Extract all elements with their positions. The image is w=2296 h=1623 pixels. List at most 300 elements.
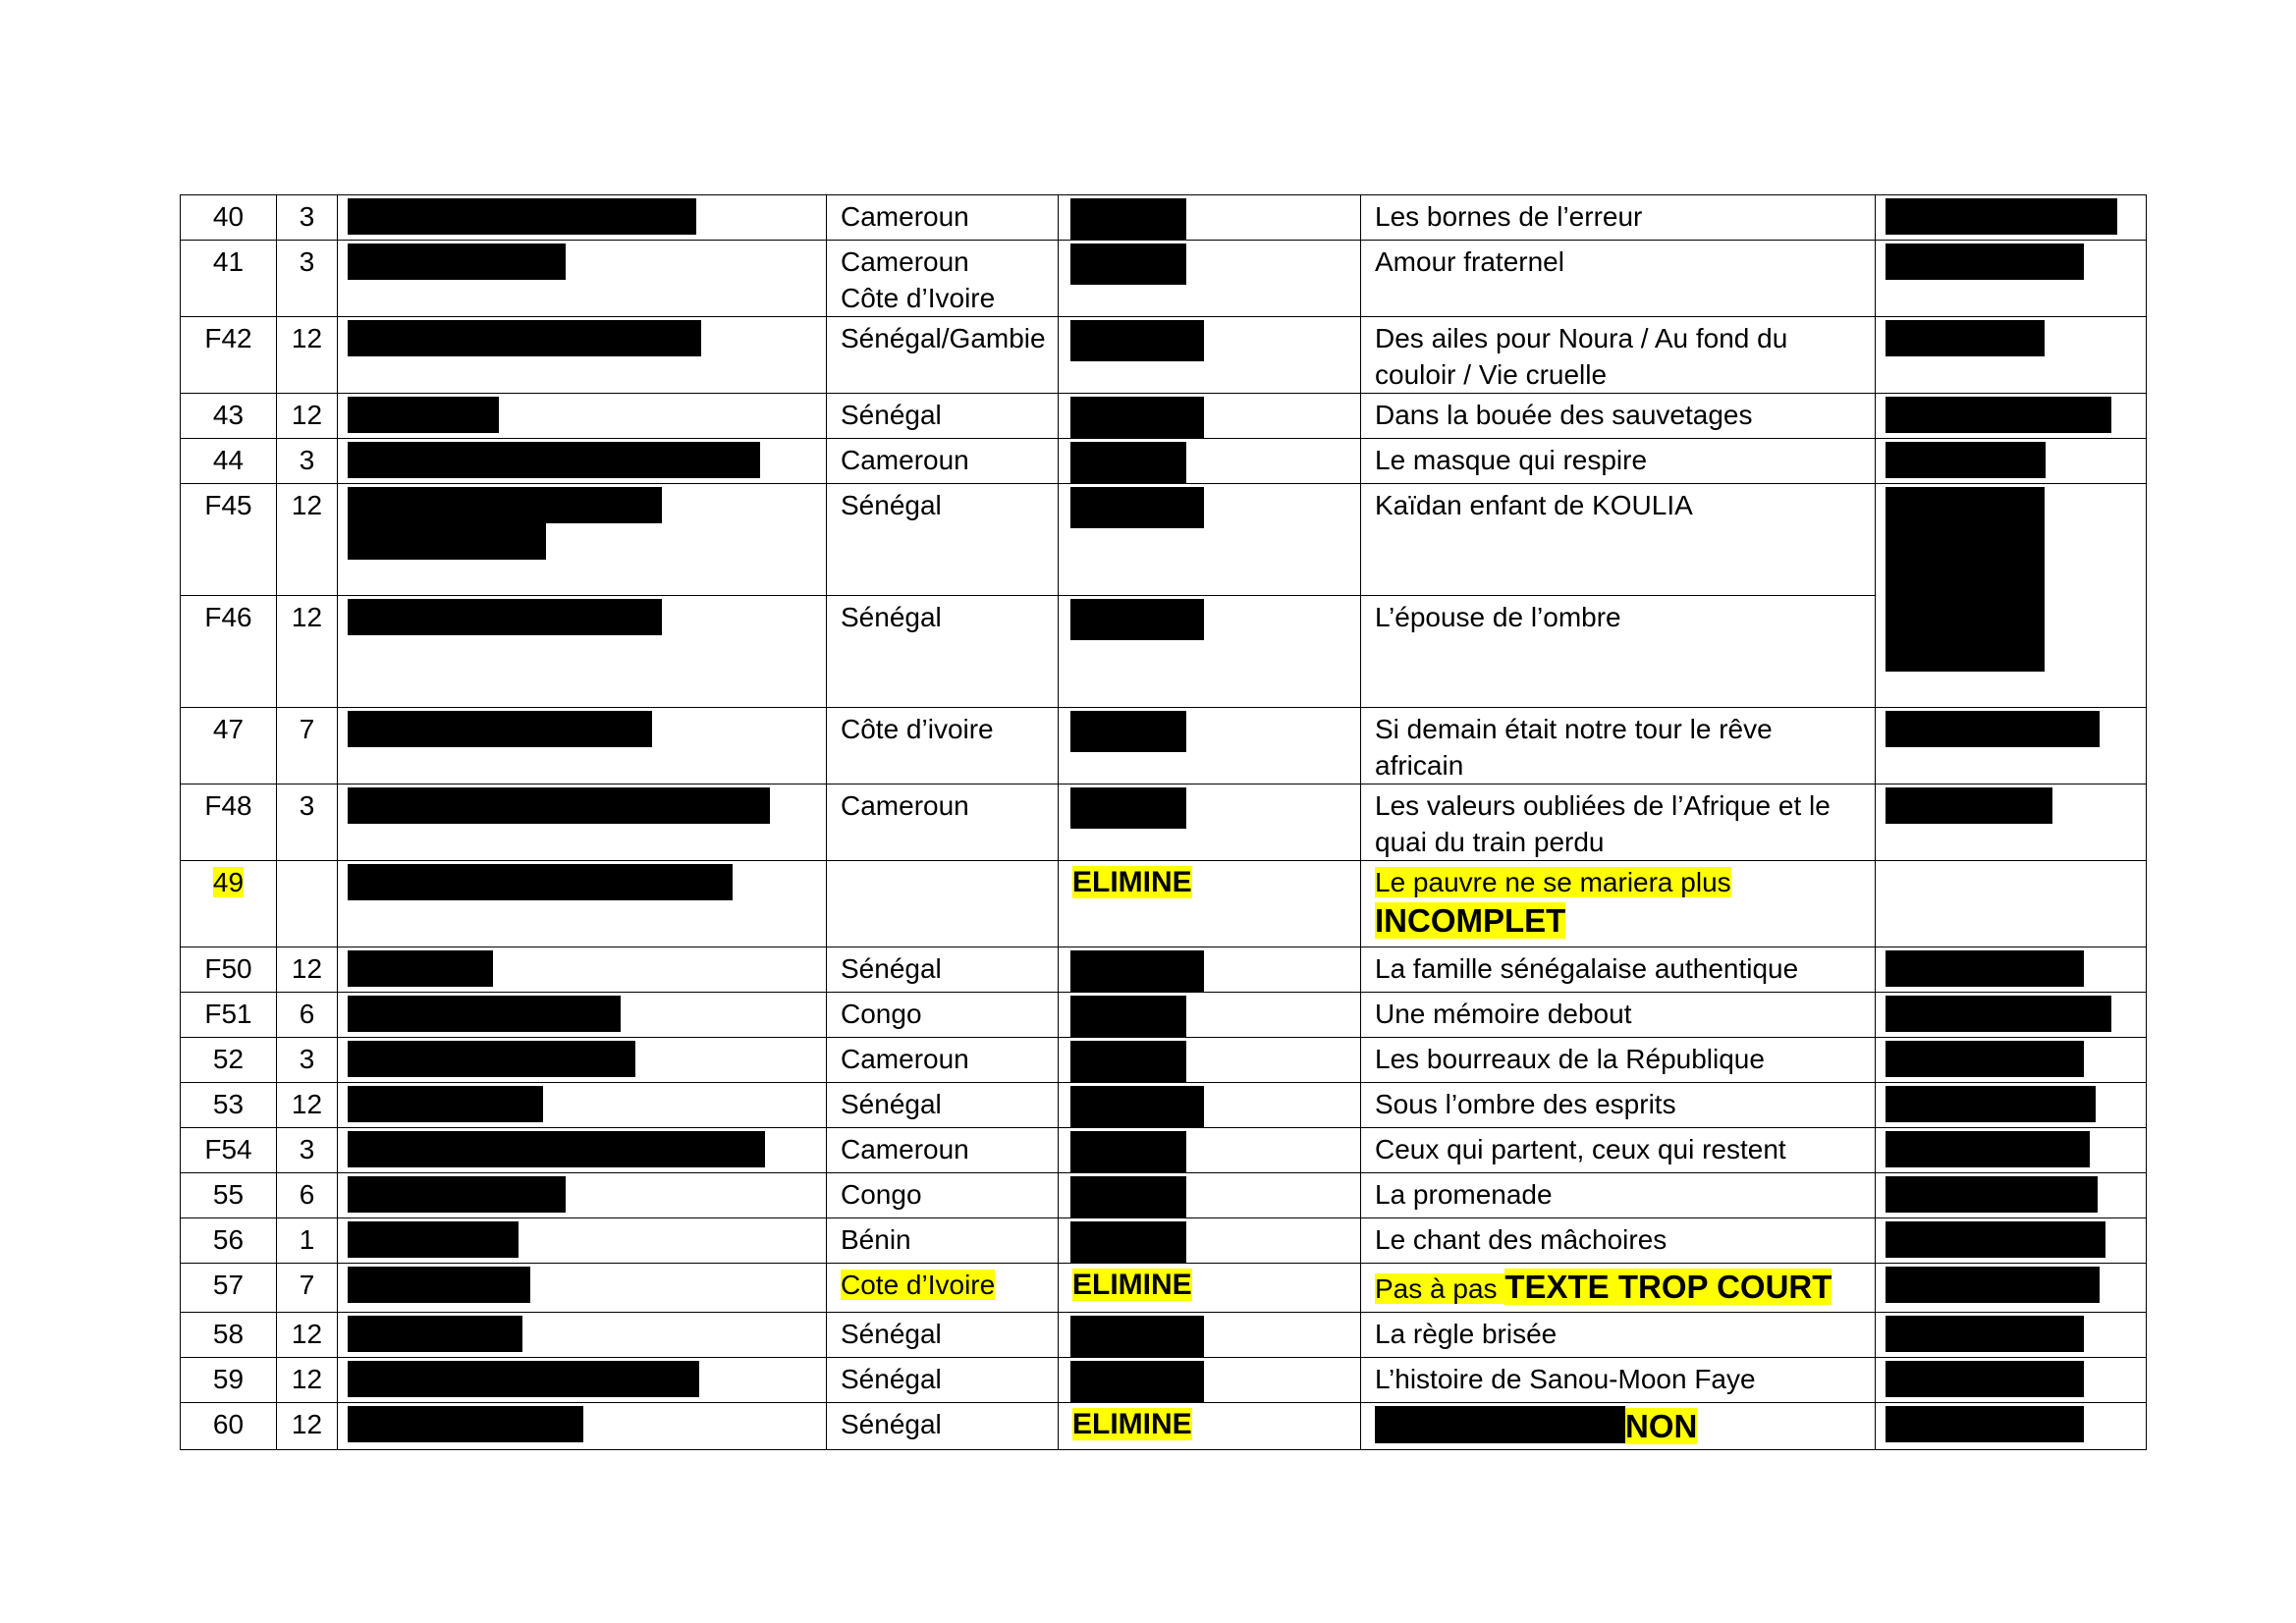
title-cell bbox=[1361, 1313, 1876, 1358]
redaction-bar bbox=[348, 711, 652, 747]
title-cell bbox=[1361, 1358, 1876, 1403]
entry-number-cell bbox=[181, 195, 277, 241]
status-cell bbox=[1059, 1358, 1361, 1403]
redaction-bar bbox=[348, 787, 770, 824]
table-row bbox=[181, 1083, 2147, 1128]
entry-number-cell bbox=[181, 1128, 277, 1173]
entry-number: 40 bbox=[212, 201, 245, 232]
redaction-bar bbox=[348, 996, 621, 1032]
entry-number-cell bbox=[181, 947, 277, 993]
country-cell bbox=[827, 596, 1059, 708]
redaction-bar bbox=[348, 1406, 583, 1442]
country-name: Cameroun bbox=[841, 1044, 969, 1074]
country-cell bbox=[827, 1358, 1059, 1403]
redaction-bar bbox=[1886, 996, 2111, 1032]
entry-number-cell bbox=[181, 784, 277, 861]
title-cell bbox=[1361, 947, 1876, 993]
country-name: Sénégal/Gambie bbox=[841, 323, 1046, 353]
reference-cell bbox=[1876, 1403, 2147, 1450]
category-value: 12 bbox=[291, 602, 323, 632]
category-value: 6 bbox=[299, 1179, 315, 1210]
redaction-bar bbox=[1070, 950, 1204, 992]
entry-number-cell bbox=[181, 1218, 277, 1264]
category-value: 3 bbox=[299, 445, 315, 475]
redaction-bar bbox=[1070, 1316, 1204, 1357]
entry-number-cell bbox=[181, 317, 277, 394]
reference-cell bbox=[1876, 993, 2147, 1038]
work-title: Les bornes de l’erreur bbox=[1375, 201, 1643, 232]
table-row bbox=[181, 1403, 2147, 1450]
redaction-bar bbox=[1886, 1086, 2096, 1122]
category-value: 3 bbox=[299, 790, 315, 821]
redaction-bar bbox=[1070, 243, 1186, 285]
title-cell bbox=[1361, 439, 1876, 484]
category-cell bbox=[277, 708, 338, 784]
entry-number: 52 bbox=[212, 1044, 245, 1074]
redaction-bar bbox=[1886, 1176, 2098, 1213]
country-name: Sénégal bbox=[841, 953, 942, 984]
work-title: Si demain était notre tour le rêve bbox=[1375, 714, 1773, 744]
category-cell bbox=[277, 861, 338, 947]
table-row bbox=[181, 439, 2147, 484]
work-title: couloir / Vie cruelle bbox=[1375, 359, 1608, 390]
author-name-cell bbox=[338, 1218, 827, 1264]
category-cell bbox=[277, 1038, 338, 1083]
category-cell bbox=[277, 1173, 338, 1218]
category-cell bbox=[277, 1358, 338, 1403]
entry-number: 58 bbox=[212, 1319, 245, 1349]
work-title: Le masque qui respire bbox=[1375, 445, 1648, 475]
entry-number: 47 bbox=[212, 714, 245, 744]
category-cell bbox=[277, 317, 338, 394]
reference-cell bbox=[1876, 1038, 2147, 1083]
work-title: Pas à pas bbox=[1375, 1273, 1498, 1304]
status-cell bbox=[1059, 1038, 1361, 1083]
category-value: 7 bbox=[299, 714, 315, 744]
redaction-bar bbox=[348, 442, 760, 478]
redaction-bar bbox=[1070, 1131, 1186, 1172]
work-title: quai du train perdu bbox=[1375, 827, 1605, 857]
category-cell bbox=[277, 241, 338, 317]
country-name: Cameroun bbox=[841, 201, 969, 232]
status-cell bbox=[1059, 439, 1361, 484]
author-name-cell bbox=[338, 394, 827, 439]
author-name-cell bbox=[338, 195, 827, 241]
redaction-bar bbox=[348, 950, 493, 987]
author-name-cell bbox=[338, 484, 827, 596]
work-title: La promenade bbox=[1375, 1179, 1553, 1210]
status-cell bbox=[1059, 1128, 1361, 1173]
status-cell bbox=[1059, 317, 1361, 394]
reference-cell bbox=[1876, 1128, 2147, 1173]
work-title-line bbox=[1375, 864, 1861, 900]
status-badge: ELIMINE bbox=[1072, 1408, 1192, 1440]
category-value: 3 bbox=[299, 1134, 315, 1164]
redaction-bar bbox=[348, 523, 546, 560]
remark-label: INCOMPLET bbox=[1375, 902, 1566, 939]
status-cell bbox=[1059, 784, 1361, 861]
entry-number: 56 bbox=[212, 1224, 245, 1255]
status-cell bbox=[1059, 993, 1361, 1038]
redaction-bar bbox=[1070, 1176, 1186, 1217]
title-cell bbox=[1361, 317, 1876, 394]
table-row bbox=[181, 195, 2147, 241]
redaction-bar bbox=[348, 397, 499, 433]
category-value: 3 bbox=[299, 1044, 315, 1074]
redaction-bar bbox=[1070, 442, 1186, 483]
redaction-bar bbox=[1070, 1086, 1204, 1127]
status-cell bbox=[1059, 195, 1361, 241]
entry-number-cell bbox=[181, 1173, 277, 1218]
country-name: Sénégal bbox=[841, 602, 942, 632]
title-cell bbox=[1361, 1264, 1876, 1313]
redaction-bar bbox=[1886, 1131, 2090, 1167]
table-row bbox=[181, 484, 2147, 596]
redaction-bar bbox=[1070, 1361, 1204, 1402]
entry-number-cell bbox=[181, 394, 277, 439]
title-cell bbox=[1361, 241, 1876, 317]
title-cell bbox=[1361, 861, 1876, 947]
country-name: Cameroun bbox=[841, 246, 969, 277]
status-cell bbox=[1059, 1403, 1361, 1450]
entry-number-cell bbox=[181, 861, 277, 947]
work-title: Amour fraternel bbox=[1375, 246, 1564, 277]
country-cell bbox=[827, 708, 1059, 784]
reference-cell bbox=[1876, 1218, 2147, 1264]
table-row bbox=[181, 784, 2147, 861]
redaction-bar bbox=[1886, 787, 2052, 824]
work-title: L’histoire de Sanou-Moon Faye bbox=[1375, 1364, 1756, 1394]
country-name: Cote d’Ivoire bbox=[841, 1270, 996, 1300]
table-row bbox=[181, 861, 2147, 947]
work-title: Kaïdan enfant de KOULIA bbox=[1375, 490, 1693, 520]
table-body bbox=[181, 195, 2147, 1450]
redaction-bar bbox=[1070, 711, 1186, 752]
author-name-cell bbox=[338, 439, 827, 484]
reference-cell bbox=[1876, 1173, 2147, 1218]
country-name: Cameroun bbox=[841, 1134, 969, 1164]
reference-cell bbox=[1876, 195, 2147, 241]
country-name: Cameroun bbox=[841, 445, 969, 475]
redaction-bar bbox=[1886, 950, 2084, 987]
country-name: Sénégal bbox=[841, 1364, 942, 1394]
table-row bbox=[181, 947, 2147, 993]
redaction-bar bbox=[1886, 1267, 2100, 1303]
remark-line bbox=[1375, 900, 1861, 942]
reference-cell bbox=[1876, 947, 2147, 993]
status-cell bbox=[1059, 1083, 1361, 1128]
entry-number: F42 bbox=[204, 323, 252, 353]
author-name-cell bbox=[338, 947, 827, 993]
redaction-bar bbox=[348, 243, 566, 280]
reference-cell bbox=[1876, 708, 2147, 784]
category-cell bbox=[277, 1403, 338, 1450]
redaction-bar bbox=[348, 1086, 543, 1122]
entry-number: 57 bbox=[212, 1270, 245, 1300]
table-row bbox=[181, 1264, 2147, 1313]
category-cell bbox=[277, 596, 338, 708]
status-cell bbox=[1059, 1218, 1361, 1264]
reference-cell bbox=[1876, 861, 2147, 947]
title-cell bbox=[1361, 1173, 1876, 1218]
category-value: 7 bbox=[299, 1270, 315, 1300]
work-title: La règle brisée bbox=[1375, 1319, 1558, 1349]
redaction-bar bbox=[348, 1131, 765, 1167]
country-cell bbox=[827, 241, 1059, 317]
category-cell bbox=[277, 484, 338, 596]
work-title: L’épouse de l’ombre bbox=[1375, 602, 1621, 632]
author-name-cell bbox=[338, 317, 827, 394]
redaction-bar bbox=[1070, 996, 1186, 1037]
reference-cell bbox=[1876, 784, 2147, 861]
status-cell bbox=[1059, 1173, 1361, 1218]
entry-number: 60 bbox=[212, 1409, 245, 1439]
country-cell bbox=[827, 784, 1059, 861]
work-title: Les bourreaux de la République bbox=[1375, 1044, 1765, 1074]
reference-cell bbox=[1876, 317, 2147, 394]
status-badge: ELIMINE bbox=[1072, 866, 1192, 898]
title-cell bbox=[1361, 1083, 1876, 1128]
table-row bbox=[181, 1173, 2147, 1218]
author-name-cell bbox=[338, 1173, 827, 1218]
reference-cell bbox=[1876, 439, 2147, 484]
redaction-bar bbox=[1886, 198, 2117, 235]
status-cell bbox=[1059, 708, 1361, 784]
title-cell bbox=[1361, 195, 1876, 241]
table-row bbox=[181, 1038, 2147, 1083]
entry-number-cell bbox=[181, 708, 277, 784]
country-name: Sénégal bbox=[841, 400, 942, 430]
entry-number: F46 bbox=[204, 602, 252, 632]
work-title: Des ailes pour Noura / Au fond du bbox=[1375, 323, 1788, 353]
entry-number-cell bbox=[181, 1083, 277, 1128]
work-title: africain bbox=[1375, 750, 1464, 781]
redaction-bar bbox=[348, 1361, 699, 1397]
document-table bbox=[180, 194, 2147, 1450]
country-name: Côte d’Ivoire bbox=[841, 283, 996, 313]
work-title: Ceux qui partent, ceux qui restent bbox=[1375, 1134, 1786, 1164]
country-cell bbox=[827, 1038, 1059, 1083]
category-cell bbox=[277, 1083, 338, 1128]
redaction-bar bbox=[1070, 320, 1204, 361]
country-name: Sénégal bbox=[841, 490, 942, 520]
entry-number: F45 bbox=[204, 490, 252, 520]
country-cell bbox=[827, 1403, 1059, 1450]
author-name-cell bbox=[338, 1313, 827, 1358]
table-row bbox=[181, 241, 2147, 317]
country-name: Congo bbox=[841, 999, 922, 1029]
redaction-bar bbox=[1886, 320, 2045, 356]
work-title: La famille sénégalaise authentique bbox=[1375, 953, 1799, 984]
redaction-bar bbox=[348, 1267, 530, 1303]
redaction-bar bbox=[1886, 1361, 2084, 1397]
category-value: 12 bbox=[291, 1409, 323, 1439]
redaction-bar bbox=[348, 1041, 635, 1077]
author-name-cell bbox=[338, 241, 827, 317]
category-value: 12 bbox=[291, 323, 323, 353]
entry-number: 49 bbox=[212, 867, 245, 897]
table-row bbox=[181, 1218, 2147, 1264]
redaction-bar bbox=[1886, 397, 2111, 433]
category-value: 6 bbox=[299, 999, 315, 1029]
country-cell bbox=[827, 947, 1059, 993]
title-cell bbox=[1361, 708, 1876, 784]
redaction-bar bbox=[348, 864, 733, 900]
country-cell bbox=[827, 1128, 1059, 1173]
entry-number-cell bbox=[181, 1403, 277, 1450]
category-value: 3 bbox=[299, 246, 315, 277]
entry-number-cell bbox=[181, 439, 277, 484]
status-cell bbox=[1059, 596, 1361, 708]
remark-label: NON bbox=[1625, 1408, 1698, 1444]
redaction-bar bbox=[1070, 198, 1186, 240]
table-row bbox=[181, 993, 2147, 1038]
country-cell bbox=[827, 317, 1059, 394]
remark-label: TEXTE TROP COURT bbox=[1504, 1269, 1832, 1305]
entry-number: 55 bbox=[212, 1179, 245, 1210]
author-name-cell bbox=[338, 784, 827, 861]
redaction-bar bbox=[348, 487, 662, 523]
category-value: 12 bbox=[291, 1364, 323, 1394]
work-title: Dans la bouée des sauvetages bbox=[1375, 400, 1753, 430]
entry-number-cell bbox=[181, 993, 277, 1038]
status-cell bbox=[1059, 1264, 1361, 1313]
redaction-bar bbox=[348, 198, 696, 235]
redaction-bar bbox=[348, 1176, 566, 1213]
category-value: 12 bbox=[291, 1089, 323, 1119]
entry-number: F48 bbox=[204, 790, 252, 821]
country-cell bbox=[827, 1218, 1059, 1264]
country-name: Sénégal bbox=[841, 1089, 942, 1119]
status-cell bbox=[1059, 861, 1361, 947]
country-name: Sénégal bbox=[841, 1409, 942, 1439]
country-cell bbox=[827, 1313, 1059, 1358]
status-cell bbox=[1059, 484, 1361, 596]
title-cell bbox=[1361, 993, 1876, 1038]
redaction-bar bbox=[1886, 442, 2046, 478]
work-title: Une mémoire debout bbox=[1375, 999, 1632, 1029]
category-cell bbox=[277, 439, 338, 484]
entry-number-cell bbox=[181, 1038, 277, 1083]
author-name-cell bbox=[338, 1083, 827, 1128]
reference-cell bbox=[1876, 1083, 2147, 1128]
table-row bbox=[181, 1358, 2147, 1403]
category-cell bbox=[277, 1218, 338, 1264]
title-cell bbox=[1361, 394, 1876, 439]
entry-number: 44 bbox=[212, 445, 245, 475]
entry-number-cell bbox=[181, 1264, 277, 1313]
title-cell bbox=[1361, 1218, 1876, 1264]
reference-cell bbox=[1876, 1313, 2147, 1358]
title-cell bbox=[1361, 784, 1876, 861]
country-cell bbox=[827, 484, 1059, 596]
redaction-bar bbox=[348, 599, 662, 635]
reference-cell bbox=[1876, 484, 2147, 708]
redaction-bar bbox=[1886, 487, 2045, 672]
redaction-bar bbox=[348, 320, 701, 356]
reference-cell bbox=[1876, 1358, 2147, 1403]
entry-number: 43 bbox=[212, 400, 245, 430]
redaction-bar bbox=[1070, 787, 1186, 829]
entry-number-cell bbox=[181, 1358, 277, 1403]
work-title: Le chant des mâchoires bbox=[1375, 1224, 1667, 1255]
status-cell bbox=[1059, 241, 1361, 317]
entry-number-cell bbox=[181, 596, 277, 708]
status-cell bbox=[1059, 1313, 1361, 1358]
reference-cell bbox=[1876, 1264, 2147, 1313]
entry-number-cell bbox=[181, 484, 277, 596]
table-row bbox=[181, 317, 2147, 394]
country-name: Congo bbox=[841, 1179, 922, 1210]
author-name-cell bbox=[338, 1358, 827, 1403]
reference-cell bbox=[1876, 394, 2147, 439]
title-cell bbox=[1361, 1403, 1876, 1450]
author-name-cell bbox=[338, 1403, 827, 1450]
status-cell bbox=[1059, 394, 1361, 439]
country-cell bbox=[827, 394, 1059, 439]
category-cell bbox=[277, 394, 338, 439]
entry-number: 59 bbox=[212, 1364, 245, 1394]
redaction-bar bbox=[1886, 711, 2100, 747]
redaction-bar bbox=[1886, 1406, 2084, 1442]
table-row bbox=[181, 1128, 2147, 1173]
entry-number: 53 bbox=[212, 1089, 245, 1119]
work-title: Les valeurs oubliées de l’Afrique et le bbox=[1375, 790, 1831, 821]
country-name: Bénin bbox=[841, 1224, 911, 1255]
redaction-bar bbox=[1886, 1221, 2105, 1258]
category-value: 12 bbox=[291, 953, 323, 984]
redaction-bar bbox=[1375, 1406, 1625, 1443]
table-row bbox=[181, 1313, 2147, 1358]
redaction-bar bbox=[1886, 1041, 2084, 1077]
redaction-bar bbox=[348, 1221, 519, 1258]
entry-number: 41 bbox=[212, 246, 245, 277]
author-name-cell bbox=[338, 1038, 827, 1083]
title-cell bbox=[1361, 1038, 1876, 1083]
entry-number-cell bbox=[181, 1313, 277, 1358]
title-cell bbox=[1361, 596, 1876, 708]
table-row bbox=[181, 394, 2147, 439]
author-name-cell bbox=[338, 708, 827, 784]
country-cell bbox=[827, 439, 1059, 484]
work-title: Le pauvre ne se mariera plus bbox=[1375, 867, 1731, 897]
country-name: Côte d’ivoire bbox=[841, 714, 994, 744]
author-name-cell bbox=[338, 993, 827, 1038]
entry-number: F50 bbox=[204, 953, 252, 984]
category-value: 1 bbox=[299, 1224, 315, 1255]
table-row bbox=[181, 596, 2147, 708]
entry-number: F51 bbox=[204, 999, 252, 1029]
redaction-bar bbox=[1886, 243, 2084, 280]
redaction-bar bbox=[1070, 1041, 1186, 1082]
work-title: Sous l’ombre des esprits bbox=[1375, 1089, 1676, 1119]
category-value: 12 bbox=[291, 400, 323, 430]
category-value: 3 bbox=[299, 201, 315, 232]
category-cell bbox=[277, 1313, 338, 1358]
author-name-cell bbox=[338, 596, 827, 708]
status-badge: ELIMINE bbox=[1072, 1269, 1192, 1301]
redaction-bar bbox=[1070, 397, 1204, 438]
country-cell bbox=[827, 861, 1059, 947]
category-cell bbox=[277, 993, 338, 1038]
redaction-bar bbox=[348, 1316, 522, 1352]
entry-number: F54 bbox=[204, 1134, 252, 1164]
category-cell bbox=[277, 784, 338, 861]
redaction-bar bbox=[1070, 599, 1204, 640]
country-cell bbox=[827, 1173, 1059, 1218]
title-cell bbox=[1361, 1128, 1876, 1173]
category-value: 12 bbox=[291, 490, 323, 520]
